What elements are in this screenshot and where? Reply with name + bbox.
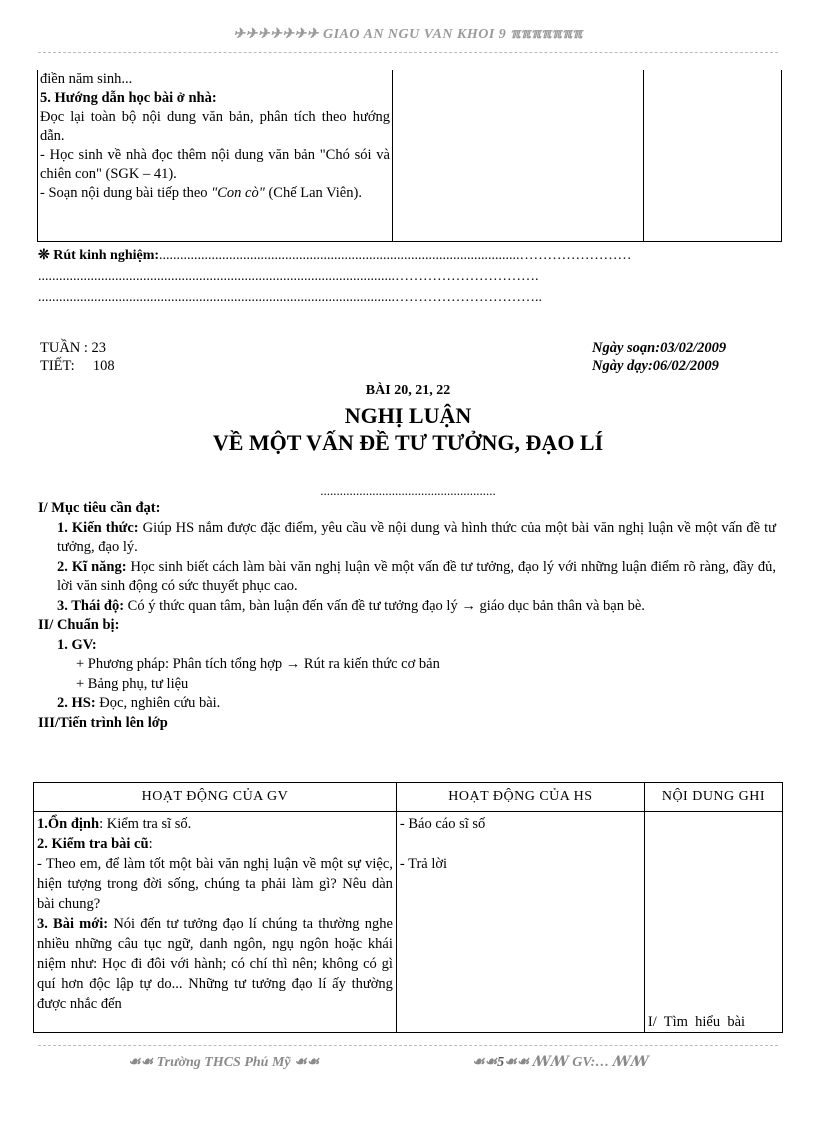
title-separator: ...................................................... (320, 483, 496, 498)
footer-school: ☙☙ Trường THCS Phú Mỹ ☙☙ (128, 1055, 320, 1070)
col-header-hs: HOẠT ĐỘNG CỦA HS (396, 783, 644, 812)
prev-line: điền năm sinh... (40, 71, 133, 87)
lesson-title-2: VỀ MỘT VẤN ĐỀ TƯ TƯỞNG, ĐẠO LÍ (212, 430, 604, 455)
gv-item-1: + Phương pháp: Phân tích tổng hợp → Rút ra kiến thức cơ bản (76, 656, 440, 672)
tien-trinh-heading: III/Tiến trình lên lớp (38, 714, 168, 731)
empty-cell-hs (393, 70, 644, 242)
rut-kinh-nghiem (38, 246, 632, 266)
footer-divider (38, 1045, 778, 1046)
noi-dung-cell (644, 812, 782, 1033)
chuan-bi-heading: II/ Chuẩn bị: (38, 617, 120, 633)
gv-label: 1. GV: (57, 636, 97, 653)
empty-cell-nd (644, 70, 782, 242)
gv-activity-cell (34, 812, 397, 1033)
bai-moi: 3. Bài mới: Nói đến tư tưởng đạo lí chúng ta thường nghe nhiều những câu tục ngữ, danh ngôn, ngụ ngôn hoặc khái niệm như: Học đi đôi với hành; có chí thì nên; không có gì quí hơn độc lập tự do... Những tư tưởng đạo lí ấy thường được nhắc đến (37, 916, 393, 1012)
tuan: TUẦN : 23 (40, 340, 107, 356)
tiet: TIẾT: 108 (40, 358, 115, 374)
page-number: 5 (497, 1055, 505, 1070)
thai-do: 3. Thái độ: Có ý thức quan tâm, bàn luận đến vấn đề tư tưởng đạo lý → giáo dục bản thân và bạn bè. (57, 597, 645, 614)
col-header-noi-dung: NỘI DUNG GHI (644, 783, 782, 812)
homework-p1: Đọc lại toàn bộ nội dung văn bản, phân tích theo hướng dẫn. (40, 109, 390, 144)
hs-response-1: - Báo cáo sĩ số (399, 816, 486, 832)
hs-response-2: - Trả lời (399, 856, 448, 872)
noi-dung-1: I/ Tìm hiểu bài (647, 1014, 746, 1030)
page-header: ✈✈✈✈✈✈✈ GIAO AN NGU VAN KHOI 9 ℼℼℼℼℼℼℼ (233, 27, 583, 42)
ngay-soan: Ngày soạn:03/02/2009 (592, 340, 727, 356)
previous-lesson-table (37, 70, 782, 242)
lesson-body (38, 499, 776, 733)
homework-p3: - Soạn nội dung bài tiếp theo "Con cò" (Chế Lan Viên). (40, 185, 362, 201)
lesson-title-1: NGHỊ LUẬN (344, 403, 472, 428)
homework-cell (38, 70, 393, 242)
footer-page: ☙☙5☙☙ ꟿꟿ GV:… ꟿꟿ (472, 1055, 649, 1070)
on-dinh: 1.Ổn định: Kiểm tra sĩ số. (37, 816, 192, 832)
homework-heading: 5. Hướng dẫn học bài ở nhà: (40, 90, 217, 106)
dots-line-3: ......................................................................................................………………………….. (38, 290, 542, 305)
hs-activity-cell (396, 812, 644, 1033)
kiem-tra-question: - Theo em, để làm tốt một bài văn nghị luận về một sự việc, hiện tượng trong đời sống, chúng ta phải làm gì? Nêu dàn bài chung? (37, 856, 393, 912)
kien-thuc: 1. Kiến thức: Giúp HS nắm được đặc điểm, yêu cầu về nội dung và hình thức của một bài văn nghị luận về một vấn đề tư tưởng, đạo lý. (57, 519, 776, 555)
col-header-gv: HOẠT ĐỘNG CỦA GV (34, 783, 397, 812)
dots-line-2: ......................................................................................................…………………………. (38, 269, 539, 284)
dots-line-1: .......................................................................................................…………………… (159, 248, 632, 263)
hs-prep: 2. HS: Đọc, nghiên cứu bài. (57, 695, 221, 711)
lesson-number: BÀI 20, 21, 22 (365, 383, 451, 398)
activity-table (33, 782, 783, 1033)
header-divider (38, 52, 778, 53)
ki-nang: 2. Kĩ năng: Học sinh biết cách làm bài văn nghị luận về một vấn đề tư tưởng, đạo lý với những luận điểm rõ ràng, đầy đủ, lời văn sinh động có sức thuyết phục cao. (57, 558, 777, 594)
homework-p2: - Học sinh về nhà đọc thêm nội dung văn bản "Chó sói và chiên con" (SGK – 41). (40, 147, 390, 182)
gv-item-2: + Bảng phụ, tư liệu (76, 675, 189, 692)
kiem-tra-bai-cu: 2. Kiểm tra bài cũ: (37, 836, 153, 852)
rut-kinh-nghiem-label: ❊ Rút kinh nghiệm: (38, 248, 160, 263)
ngay-day: Ngày dạy:06/02/2009 (592, 358, 719, 374)
muc-tieu-heading: I/ Mục tiêu cần đạt: (38, 500, 161, 516)
